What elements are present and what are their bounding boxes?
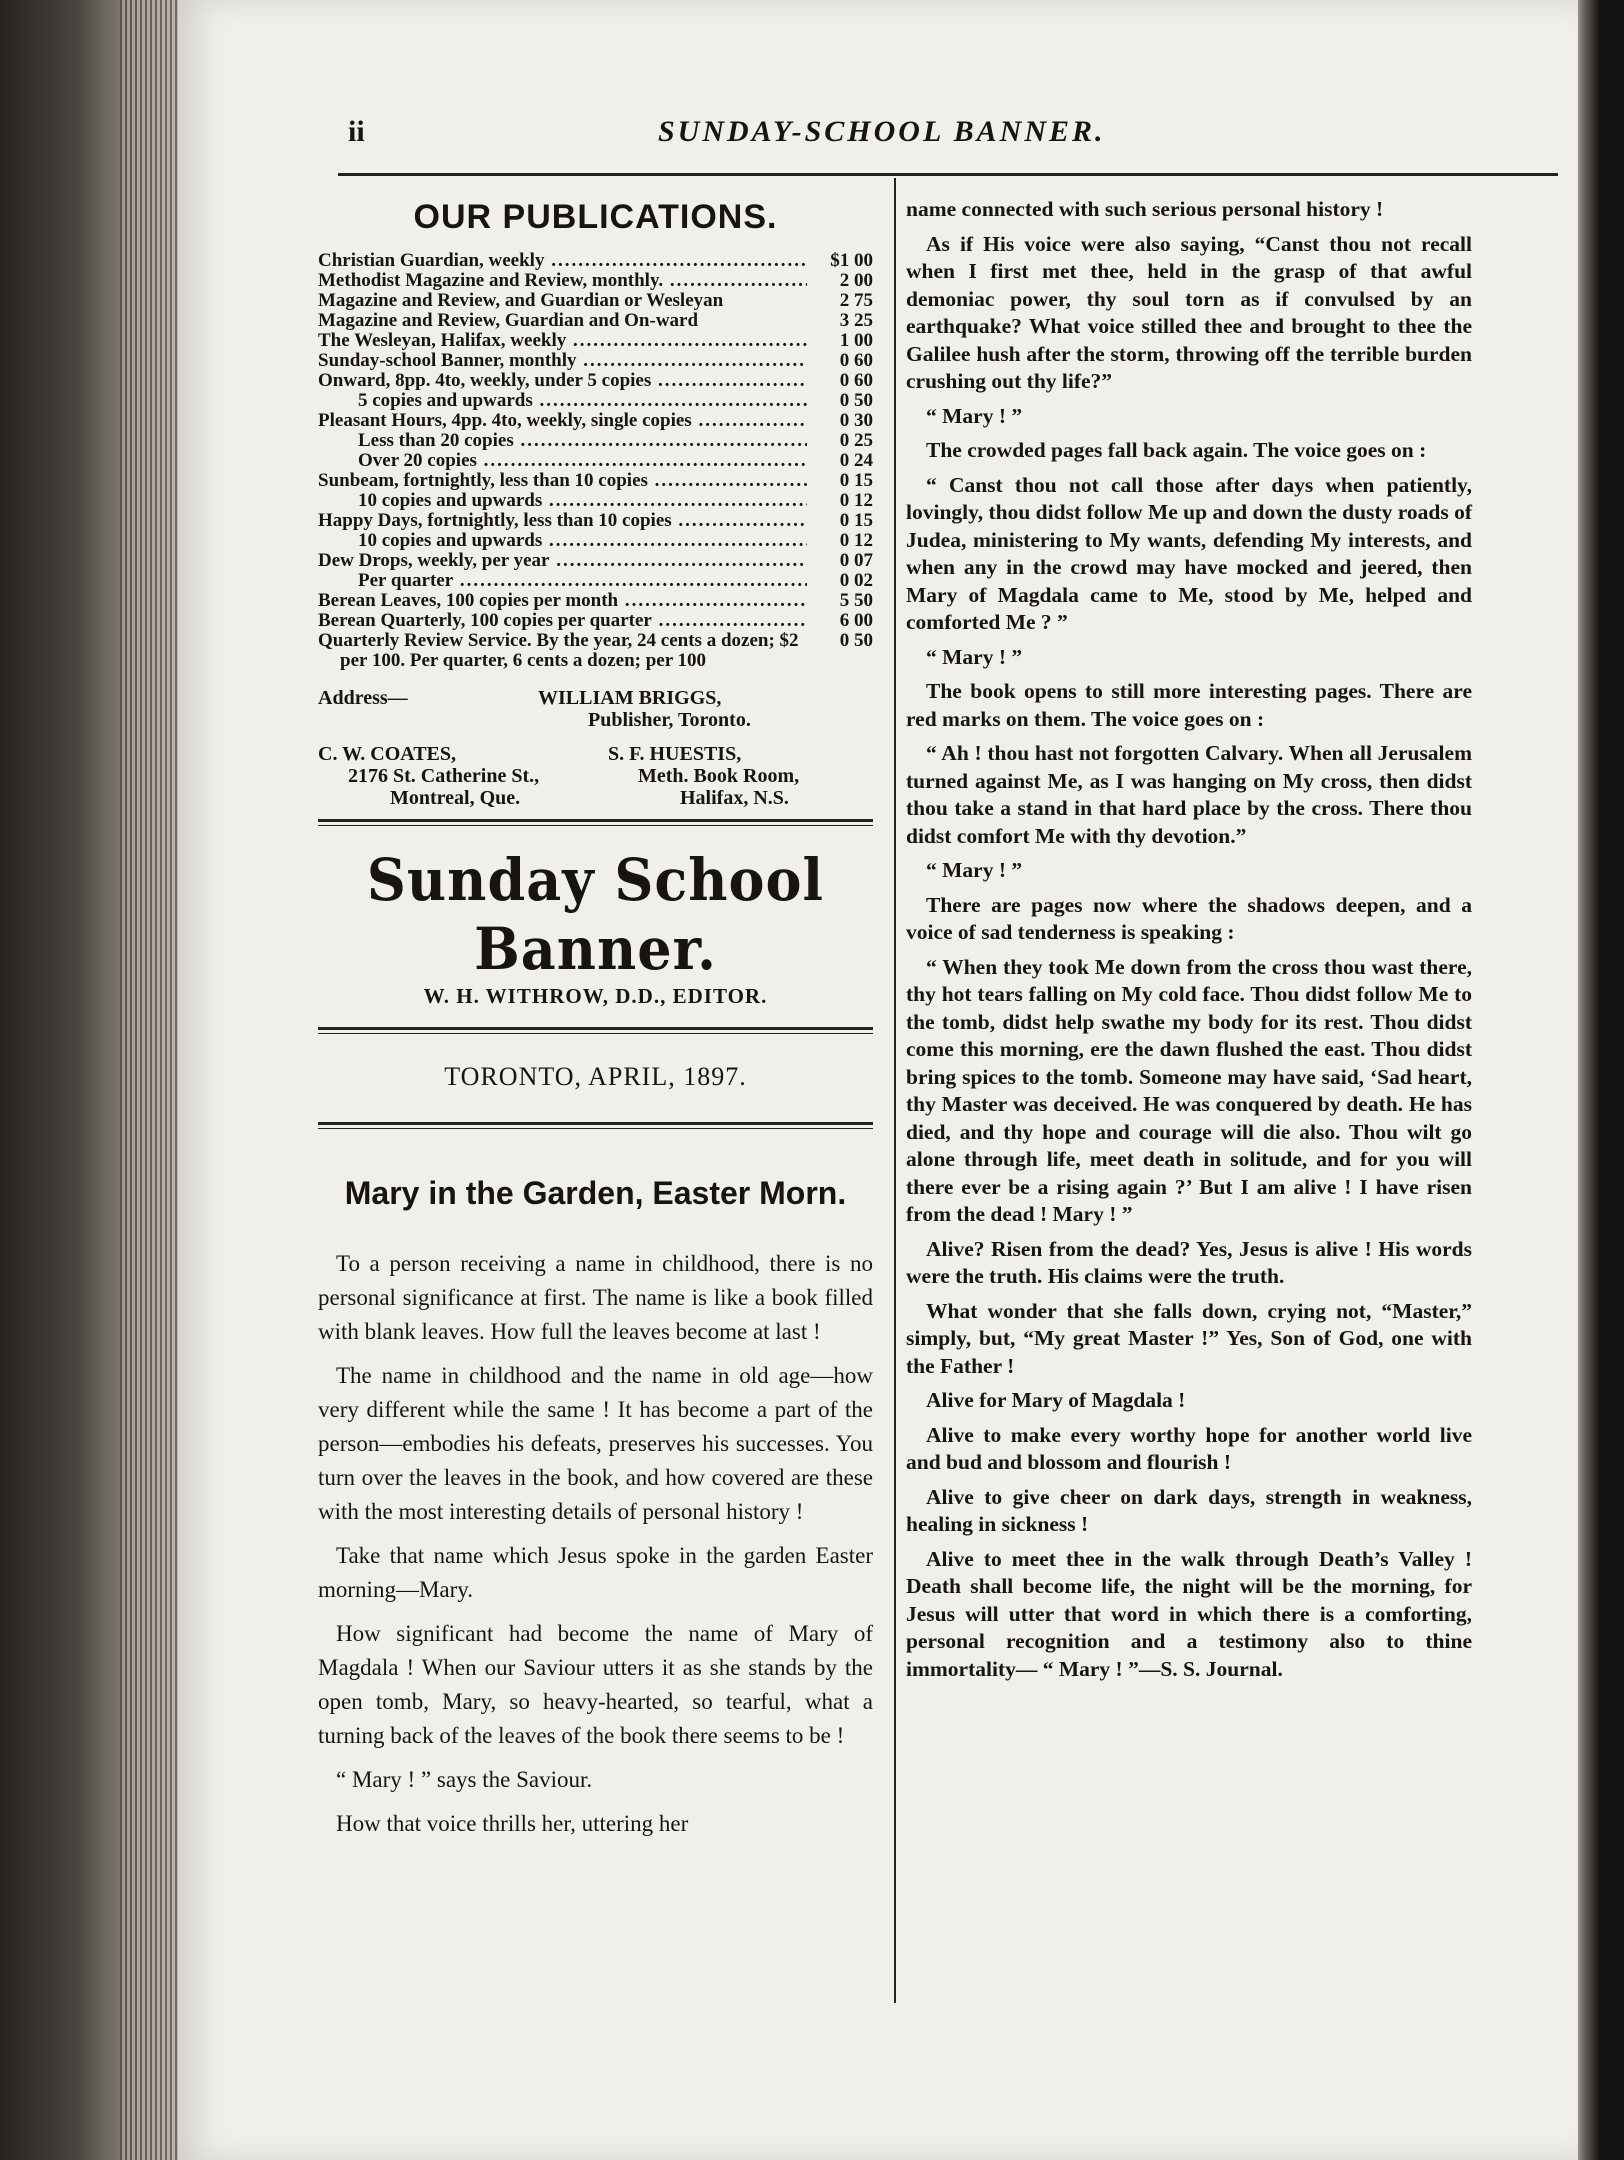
publication-name: Quarterly Review Service. By the year, 24 cents a dozen; $2 per 100. Per quarter, 6 cents a dozen; per 100: [318, 631, 799, 671]
dateline: TORONTO, APRIL, 1897.: [444, 1062, 747, 1091]
publication-price: 0 12: [839, 490, 873, 511]
article-body-right: [906, 196, 1472, 1683]
publication-row: [318, 591, 873, 611]
paragraph: “ Mary ! ”: [926, 858, 1023, 882]
paragraph: “ Mary ! ” says the Saviour.: [336, 1767, 593, 1792]
agent-halifax-room: Meth. Book Room,: [638, 765, 800, 787]
publication-row: [318, 531, 873, 551]
address-label: Address—: [318, 687, 408, 709]
publication-name: 10 copies and upwards .....: [318, 491, 807, 511]
paragraph: The crowded pages fall back again. The voice goes on :: [926, 438, 1427, 462]
paragraph: How that voice thrills her, uttering her: [336, 1811, 689, 1836]
paragraph: How significant had become the name of Mary of Magdala ! When our Saviour utters it as she stands by the open tomb, Mary, so heavy-hearted, so tearful, what a turning back of the leaves of the book there seems to be !: [318, 1621, 873, 1748]
agent-halifax: [608, 743, 873, 809]
agent-montreal-name: C. W. COATES,: [318, 743, 457, 765]
publication-price: 0 07: [839, 550, 873, 571]
publication-row: [318, 251, 873, 271]
editor-line: W. H. WITHROW, D.D., EDITOR.: [423, 984, 768, 1008]
agent-halifax-city: Halifax, N.S.: [680, 787, 789, 809]
publication-row: [318, 511, 873, 531]
paragraph: “ Mary ! ”: [926, 403, 1023, 428]
running-head: [178, 115, 1578, 165]
publication-row: [318, 311, 873, 331]
publication-name: Berean Leaves, 100 copies per month .....: [318, 591, 807, 611]
book-right-edge: [1570, 0, 1624, 2160]
publication-price: 1 00: [839, 330, 873, 351]
publication-row: [318, 411, 873, 431]
publication-price: 2 75: [839, 290, 873, 311]
publication-price: 0 15: [839, 470, 873, 491]
publications-heading: OUR PUBLICATIONS.: [413, 198, 778, 236]
publication-name: 10 copies and upwards .....: [318, 531, 807, 551]
publication-name: 5 copies and upwards .....: [318, 391, 807, 411]
publication-name: Berean Quarterly, 100 copies per quarter .....: [318, 611, 807, 631]
publication-name: Over 20 copies .....: [318, 451, 807, 471]
publication-price: 6 00: [839, 610, 873, 631]
publication-price: 0 60: [839, 350, 873, 371]
publisher-name: WILLIAM BRIGGS,: [538, 687, 722, 709]
publication-name: Per quarter .....: [318, 571, 807, 591]
masthead-rule-bottom: [318, 1122, 873, 1129]
publication-price: 2 00: [839, 270, 873, 291]
publication-price: 0 12: [839, 530, 873, 551]
publication-row: [318, 631, 873, 671]
journal-title: SUNDAY-SCHOOL BANNER.: [658, 115, 1106, 148]
publication-row: [318, 491, 873, 511]
publication-price: 0 02: [839, 570, 873, 591]
paragraph: “ When they took Me down from the cross thou wast there, thy hot tears falling on My cold face. Thou didst follow Me to the tomb, didst help swathe my body for its rest. Thou didst come this morning, ere the dawn flushed the east. Thou didst bring spices to the tomb. Someone may have said, ‘Sad heart, thy Master was deceived. He was conquered by death. He has died, and thy hope and courage will die also. Thou wilt go alone through life, meet death in solitude, and for you will there ever be a rising again ?’ But I am alive ! I have risen from the dead ! Mary ! ”: [906, 954, 1472, 1226]
publisher-place: Publisher, Toronto.: [588, 709, 751, 731]
publication-name: Onward, 8pp. 4to, weekly, under 5 copies .....: [318, 371, 807, 391]
publication-name: Magazine and Review, Guardian and On-ward: [318, 311, 699, 331]
publication-price: 5 50: [839, 590, 873, 611]
paragraph: Alive for Mary of Magdala !: [926, 1388, 1186, 1412]
header-rule: [338, 173, 1558, 176]
masthead-title: Sunday School Banner.: [366, 844, 825, 984]
column-divider: [894, 178, 896, 2003]
paragraph: Alive to meet thee in the walk through Death’s Valley ! Death shall become life, the night will be the morning, for Jesus will utter that word in which there is a comforting, personal recognition and a testimony also to thine immortality— “ Mary ! ”—S. S. Journal.: [906, 1546, 1472, 1681]
masthead-rule-middle: [318, 1027, 873, 1034]
right-column: [906, 196, 1472, 1690]
publication-name: Magazine and Review, and Guardian or Wesleyan: [318, 291, 724, 311]
paragraph: As if His voice were also saying, “Canst thou not recall when I first met thee, held in the grasp of that awful demoniac power, thy soul torn as if convulsed by an earthquake? What voice stilled thee and brought to thee the Galilee hush after the storm, throwing off the terrible burden crushing out thy life?”: [906, 231, 1472, 393]
publication-name: Less than 20 copies .....: [318, 431, 807, 451]
publication-price: 0 50: [839, 630, 873, 651]
article-title: Mary in the Garden, Easter Morn.: [344, 1175, 847, 1211]
publication-name: Dew Drops, weekly, per year .....: [318, 551, 807, 571]
article-body-left: [318, 1247, 873, 1841]
publication-row: [318, 611, 873, 631]
paragraph: Take that name which Jesus spoke in the garden Easter morning—Mary.: [318, 1543, 873, 1602]
publication-row: [318, 551, 873, 571]
page-number: ii: [348, 115, 365, 148]
page: [178, 0, 1578, 2160]
paragraph: Alive to make every worthy hope for another world live and bud and blossom and flourish !: [906, 1422, 1472, 1474]
publication-price: 0 25: [839, 430, 873, 451]
publication-row: [318, 431, 873, 451]
paragraph: There are pages now where the shadows deepen, and a voice of sad tenderness is speaking :: [906, 892, 1472, 944]
publication-row: [318, 471, 873, 491]
agent-montreal-street: 2176 St. Catherine St.,: [348, 765, 540, 787]
publication-name: Sunday-school Banner, monthly .....: [318, 351, 807, 371]
paragraph: Alive to give cheer on dark days, strength in weakness, healing in sickness !: [906, 1484, 1472, 1536]
publication-name: Happy Days, fortnightly, less than 10 copies .....: [318, 511, 807, 531]
address-block: [318, 687, 873, 813]
publication-row: [318, 371, 873, 391]
publications-list: [318, 251, 873, 671]
masthead-rule-top: [318, 819, 873, 826]
publication-row: [318, 331, 873, 351]
publication-price: 0 15: [839, 510, 873, 531]
paragraph: What wonder that she falls down, crying not, “Master,” simply, but, “My great Master !” Yes, Son of God, one with the Father !: [906, 1298, 1472, 1378]
paragraph: The book opens to still more interesting pages. There are red marks on them. The voice goes on :: [906, 679, 1472, 731]
paragraph: name connected with such serious personal history !: [906, 197, 1384, 221]
publication-name: Christian Guardian, weekly .....: [318, 251, 807, 271]
agent-montreal-city: Montreal, Que.: [390, 787, 521, 809]
paragraph: The name in childhood and the name in old age—how very different while the same ! It has become a part of the person—embodies his defeats, preserves his successes. You turn over the leaves in the book, and how covered are these with the most interesting details of personal history !: [318, 1363, 873, 1524]
paragraph: “ Ah ! thou hast not forgotten Calvary. When all Jerusalem turned against Me, as I was hanging on My cross, then didst thou take a stand in that hard place by the cross. There thou didst comfort Me with thy devotion.”: [906, 741, 1472, 848]
publication-name: The Wesleyan, Halifax, weekly .....: [318, 331, 807, 351]
publication-row: [318, 451, 873, 471]
paragraph: To a person receiving a name in childhood, there is no personal significance at first. The name is like a book filled with blank leaves. How full the leaves become at last !: [318, 1251, 873, 1344]
paragraph: “ Mary ! ”: [926, 644, 1023, 669]
left-column: [318, 190, 873, 1851]
publication-name: Methodist Magazine and Review, monthly. .....: [318, 271, 807, 291]
publication-price: $1 00: [830, 250, 873, 271]
publication-row: [318, 271, 873, 291]
agent-halifax-name: S. F. HUESTIS,: [608, 743, 742, 765]
publication-name: Pleasant Hours, 4pp. 4to, weekly, single copies .....: [318, 411, 807, 431]
publication-price: 0 30: [839, 410, 873, 431]
publication-price: 0 24: [839, 450, 873, 471]
agent-montreal: [318, 743, 578, 809]
publication-row: [318, 391, 873, 411]
publication-price: 0 50: [839, 390, 873, 411]
publication-row: [318, 291, 873, 311]
publication-price: 3 25: [839, 310, 873, 331]
publication-name: Sunbeam, fortnightly, less than 10 copies .....: [318, 471, 807, 491]
publication-row: [318, 351, 873, 371]
paragraph: “ Canst thou not call those after days when patiently, lovingly, thou didst follow Me up and down the dusty roads of Judea, ministering to My wants, defending My interests, and when any in the crowd may have mocked and jeered, then Mary of Magdala came to Me, stood by Me, helped and comforted Me ? ”: [906, 472, 1472, 634]
publication-row: [318, 571, 873, 591]
publication-price: 0 60: [839, 370, 873, 391]
paragraph: Alive? Risen from the dead? Yes, Jesus is alive ! His words were the truth. His claims were the truth.: [906, 1236, 1472, 1288]
